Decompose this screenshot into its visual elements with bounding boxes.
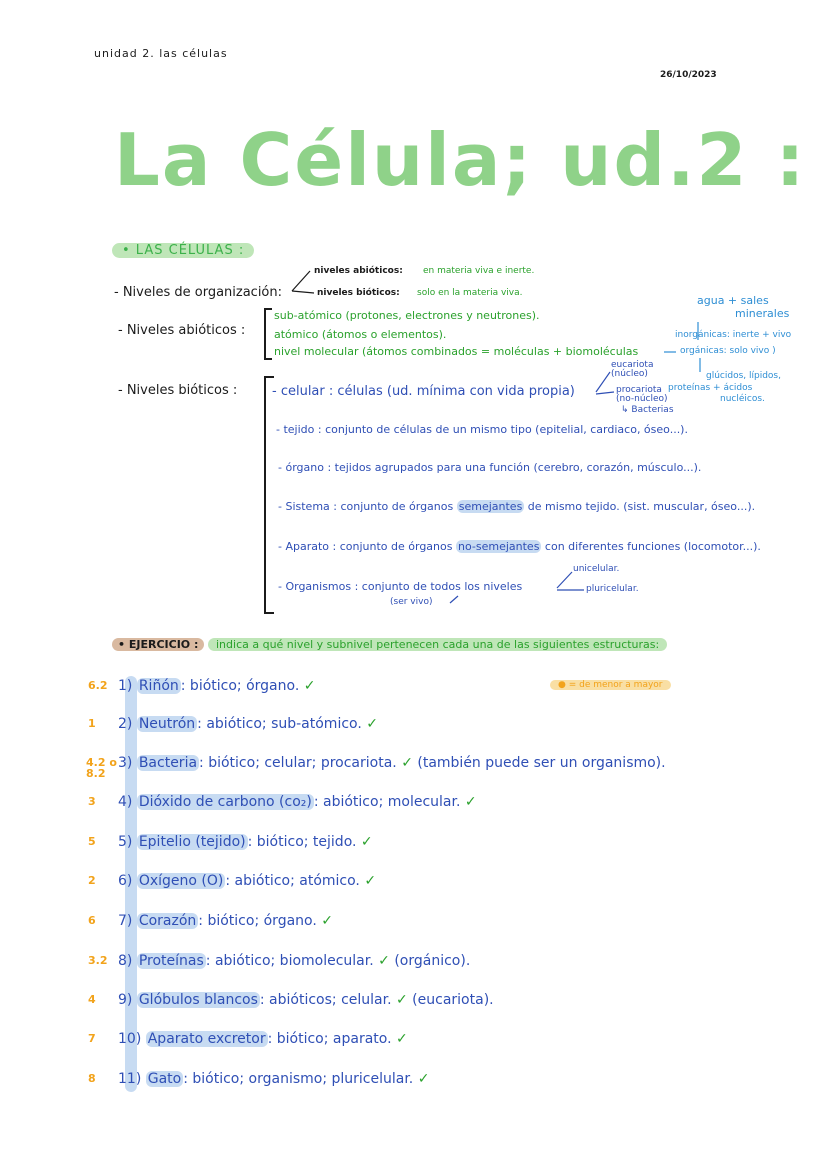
minerales-label: minerales (735, 307, 790, 320)
exercise-rank: 6 (88, 914, 96, 927)
nucleicos-label: nucléicos. (720, 394, 765, 404)
aparato-text-end: con diferentes funciones (locomotor...). (544, 540, 761, 553)
exercise-rank: 6.2 (88, 679, 108, 692)
sistema-highlight: semejantes (458, 500, 523, 513)
exercise-number: 5) (118, 834, 133, 850)
exercise-rank: 4.2 o 8.2 (86, 756, 117, 780)
celular-line: - celular : células (ud. mínima con vida propia) (272, 384, 575, 399)
exercise-text (118, 834, 373, 850)
arrow-to-abioticos (292, 271, 310, 291)
sistema-text-end: de mismo tejido. (sist. muscular, óseo...). (527, 500, 756, 513)
page-title: La Célula; ud.2 : (114, 118, 807, 202)
exercise-rank: 5 (88, 835, 96, 848)
procariota-label: procariota (no-núcleo) (616, 385, 668, 404)
exercise-number: 3) (118, 755, 133, 771)
exercise-answer: : biótico; órgano. ✓ (198, 913, 333, 929)
niveles-abioticos-desc: en materia viva e inerte. (423, 266, 535, 276)
organicas-label: orgánicas: solo vivo ) (680, 346, 776, 356)
exercise-answer: : abiótico; molecular. ✓ (313, 794, 477, 810)
unicelular-label: unicelular. (573, 564, 620, 574)
exercise-number: 4) (118, 794, 133, 810)
exercise-answer: : biótico; organismo; pluricelular. ✓ (183, 1071, 430, 1087)
exercise-answer: : biótico; órgano. ✓ (180, 678, 316, 694)
exercise-number: 9) (118, 992, 133, 1008)
arrow-to-bioticos (292, 291, 314, 293)
exercise-answer: : biótico; celular; procariota. ✓ (también puede ser un organismo). (199, 755, 666, 771)
ser-vivo-label: (ser vivo) (390, 597, 433, 607)
niveles-organizacion-label: - Niveles de organización: (114, 285, 283, 300)
ejercicio-legend: ● = de menor a mayor (550, 680, 671, 690)
bacterias-label: ↳ Bacterias (621, 405, 674, 415)
niveles-bioticos-desc: solo en la materia viva. (417, 288, 523, 298)
exercise-number: 2) (118, 716, 133, 732)
exercise-text (118, 1071, 429, 1087)
exercise-rank: 3 (88, 795, 96, 808)
exercise-rank: 2 (88, 874, 96, 887)
arrow-to-eucariota (596, 372, 610, 392)
exercise-number: 7) (118, 913, 133, 929)
exercise-structure: Glóbulos blancos (138, 992, 258, 1008)
unit-header: unidad 2. las células (94, 47, 228, 60)
exercise-answer: : abiótico; biomolecular. ✓ (orgánico). (205, 953, 471, 969)
date-label: 26/10/2023 (660, 70, 717, 80)
exercise-structure: Dióxido de carbono (co₂) (138, 794, 312, 810)
exercise-text (118, 992, 494, 1008)
glucidos-label: glúcidos, lípidos, (706, 371, 781, 381)
organo-line: - órgano : tejidos agrupados para una función (cerebro, corazón, músculo...). (278, 461, 702, 474)
niveles-abioticos-link: niveles abióticos: (314, 266, 403, 276)
exercise-structure: Proteínas (138, 953, 204, 969)
exercise-number: 6) (118, 873, 133, 889)
ejercicio-label: • EJERCICIO : (112, 638, 204, 651)
agua-sales-label: agua + sales (697, 294, 769, 307)
exercise-structure: Oxígeno (O) (138, 873, 224, 889)
exercise-answer: : biótico; tejido. ✓ (247, 834, 373, 850)
exercise-rank: 8 (88, 1072, 96, 1085)
eucariota-label: eucariota (núcleo) (611, 360, 654, 379)
niveles-abioticos-label: - Niveles abióticos : (118, 323, 246, 338)
tejido-line: - tejido : conjunto de células de un mismo tipo (epitelial, cardiaco, óseo...). (276, 423, 688, 436)
exercise-structure: Aparato excretor (147, 1031, 266, 1047)
atomico-line: atómico (átomos o elementos). (274, 328, 447, 341)
exercise-structure: Bacteria (138, 755, 198, 771)
exercise-rank: 1 (88, 717, 96, 730)
subatomico-line: sub-atómico (protones, electrones y neutrones). (274, 309, 540, 322)
niveles-bioticos-label: - Niveles bióticos : (118, 383, 238, 398)
exercise-structure: Neutrón (138, 716, 196, 732)
exercise-structure: Gato (147, 1071, 182, 1087)
exercise-text (118, 953, 470, 969)
exercise-text (118, 873, 376, 889)
arrow-ser-vivo (450, 596, 458, 603)
proteinas-label: proteínas + ácidos (668, 383, 753, 393)
exercise-answer: : biótico; aparato. ✓ (267, 1031, 408, 1047)
aparato-text: - Aparato : conjunto de órganos (278, 540, 453, 553)
exercise-structure: Corazón (138, 913, 197, 929)
exercise-text (118, 716, 378, 732)
pluricelular-label: pluricelular. (586, 584, 639, 594)
exercise-rank: 7 (88, 1032, 96, 1045)
arrow-to-unicelular (557, 572, 572, 588)
exercise-number: 8) (118, 953, 133, 969)
exercise-text (118, 1031, 408, 1047)
exercise-answer: : abióticos; celular. ✓ (eucariota). (259, 992, 494, 1008)
exercise-rank: 4 (88, 993, 96, 1006)
inorganicas-label: inorgánicas: inerte + vivo (675, 330, 792, 340)
exercise-number: 10) (118, 1031, 142, 1047)
exercise-rank: 3.2 (88, 954, 108, 967)
exercise-text (118, 794, 477, 810)
section-heading: • LAS CÉLULAS : (112, 243, 254, 258)
exercise-answer: : abiótico; sub-atómico. ✓ (197, 716, 378, 732)
molecular-line: nivel molecular (átomos combinados = moléculas + biomoléculas (274, 345, 639, 358)
exercise-text (118, 755, 666, 771)
exercise-answer: : abiótico; atómico. ✓ (225, 873, 377, 889)
aparato-highlight: no-semejantes (457, 540, 540, 553)
ejercicio-prompt: indica a qué nivel y subnivel pertenecen cada una de las siguientes estructuras: (208, 638, 667, 651)
exercise-structure: Epitelio (tejido) (138, 834, 246, 850)
exercise-text (118, 678, 315, 694)
niveles-bioticos-link: niveles bióticos: (317, 288, 400, 298)
exercise-number: 11) (118, 1071, 142, 1087)
arrow-to-procariota (596, 392, 614, 394)
organismos-line: - Organismos : conjunto de todos los niveles (278, 580, 523, 593)
exercise-number: 1) (118, 678, 133, 694)
sistema-text: - Sistema : conjunto de órganos (278, 500, 454, 513)
exercise-text (118, 913, 333, 929)
exercise-structure: Riñón (138, 678, 179, 694)
